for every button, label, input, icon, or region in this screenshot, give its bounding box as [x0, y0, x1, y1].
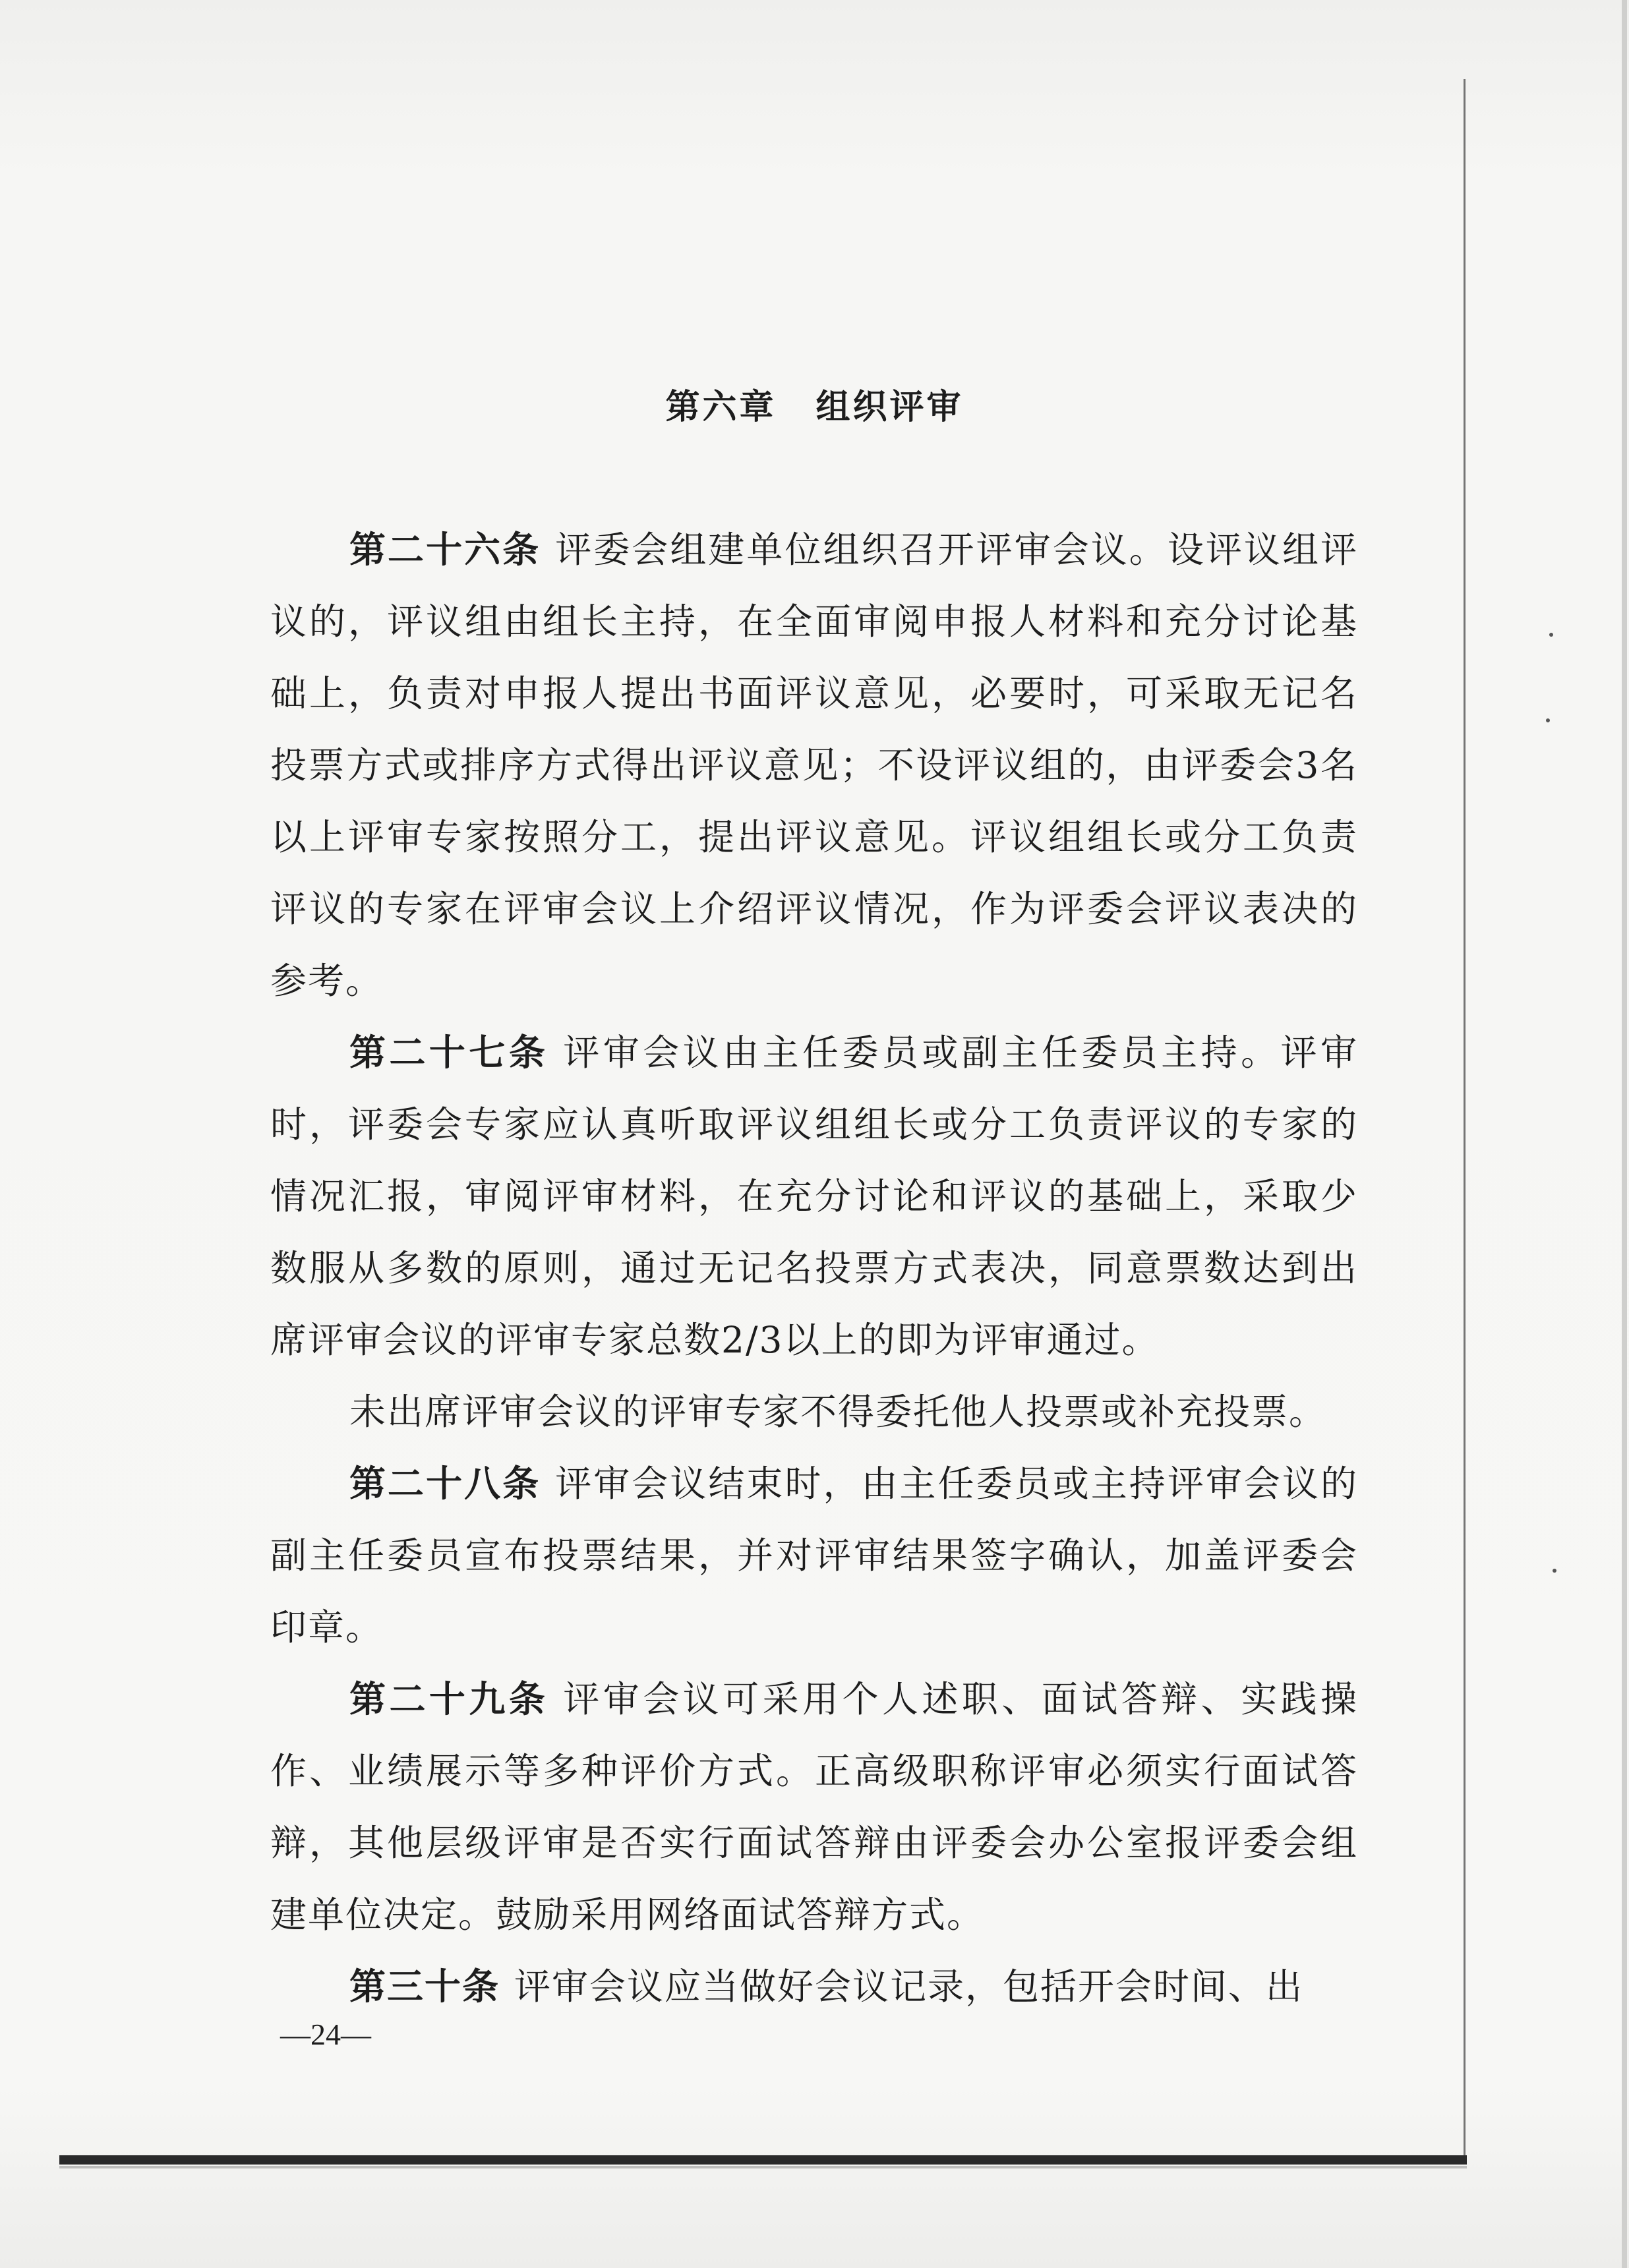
article-heading: 第三十条 [349, 1965, 500, 2008]
article-28 [270, 1448, 1358, 1664]
article-heading: 第二十六条 [349, 529, 541, 571]
article-26 [270, 514, 1358, 1017]
scan-speck [1546, 718, 1550, 722]
article-29 [270, 1664, 1358, 1951]
page-number: —24— [280, 2018, 371, 2051]
article-text: 未出席评审会议的评审专家不得委托他人投票或补充投票。 [349, 1391, 1327, 1433]
article-heading: 第二十九条 [349, 1678, 549, 1720]
article-text: 评审会议可采用个人述职、面试答辩、实践操作、业绩展示等多种评价方式。正高级职称评审必须实行面试答辩，其他层级评审是否实行面试答辩由评委会办公室报评委会组建单位决定。鼓励采用网络面试答辩方式。 [270, 1678, 1358, 1936]
chapter-name: 组织评审 [815, 388, 964, 427]
bottom-border-rule [59, 2155, 1467, 2165]
scan-speck [1553, 1569, 1556, 1573]
document-body [270, 514, 1358, 2023]
page-edge-shadow [1622, 0, 1627, 2268]
article-27-supplement [270, 1376, 1358, 1448]
article-text: 评委会组建单位组织召开评审会议。设评议组评议的，评议组由组长主持，在全面审阅申报人材料和充分讨论基础上，负责对申报人提出书面评议意见，必要时，可采取无记名投票方式或排序方式得出评议意见；不设评议组的，由评委会3名以上评审专家按照分工，提出评议意见。评议组组长或分工负责评议的专家在评审会议上介绍评议情况，作为评委会评议表决的参考。 [270, 529, 1358, 1002]
scan-speck [1549, 633, 1553, 637]
article-text: 评审会议应当做好会议记录，包括开会时间、出 [514, 1965, 1304, 2008]
bottom-border-shadow [59, 2166, 1467, 2168]
article-heading: 第二十七条 [349, 1032, 549, 1074]
article-text: 评审会议由主任委员或副主任委员主持。评审时，评委会专家应认真听取评议组组长或分工负责评议的专家的情况汇报，审阅评审材料，在充分讨论和评议的基础上，采取少数服从多数的原则，通过无记名投票方式表决，同意票数达到出席评审会议的评审专家总数2/3以上的即为评审通过。 [270, 1032, 1358, 1361]
article-27 [270, 1017, 1358, 1376]
chapter-number: 第六章 [665, 388, 777, 427]
chapter-title [0, 379, 1629, 428]
article-30 [270, 1951, 1358, 2023]
article-text: 评审会议结束时，由主任委员或主持评审会议的副主任委员宣布投票结果，并对评审结果签字确认，加盖评委会印章。 [270, 1463, 1358, 1648]
article-heading: 第二十八条 [349, 1463, 541, 1505]
